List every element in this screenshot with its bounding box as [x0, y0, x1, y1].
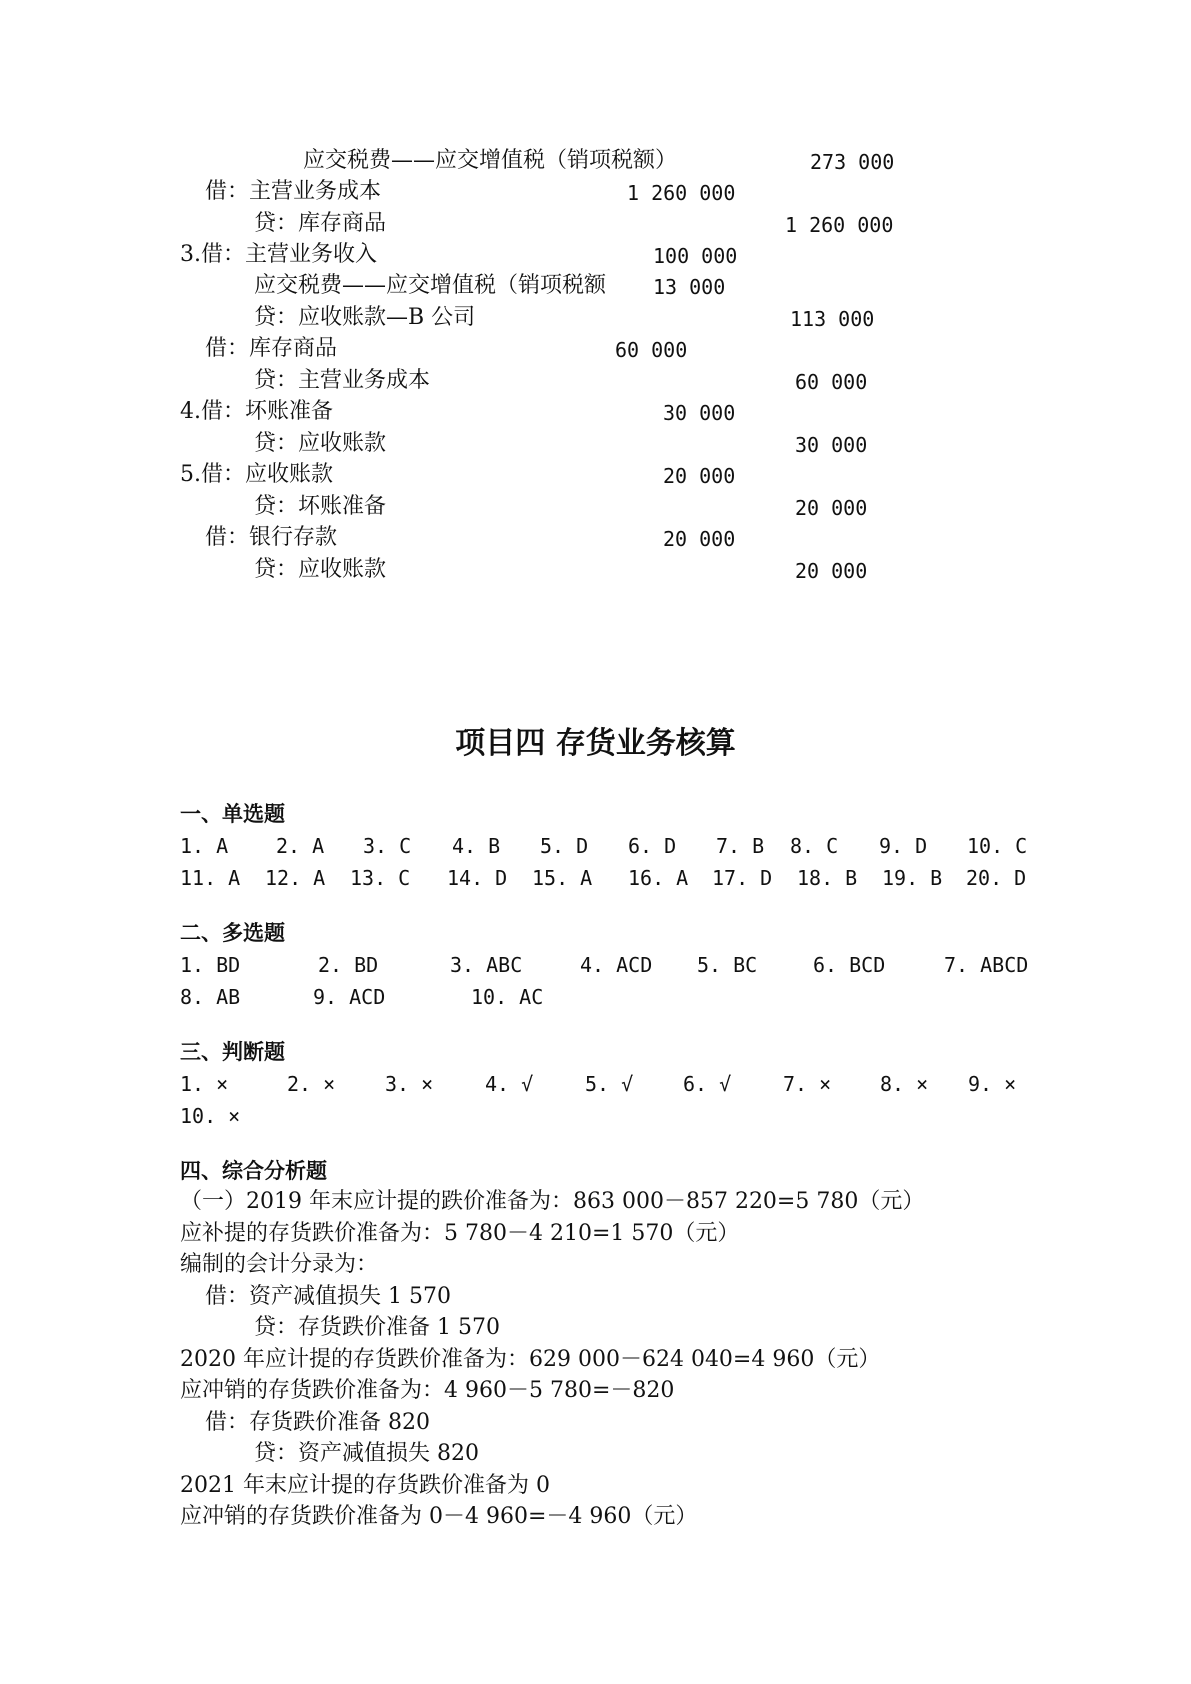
- section-heading-analysis: 四、综合分析题: [180, 1159, 327, 1183]
- answer-item: 13. C: [350, 866, 411, 890]
- journal-amount: 20 000: [795, 496, 868, 520]
- answer-item: 3. ABC: [450, 953, 523, 977]
- answer-item: 6. D: [628, 834, 677, 858]
- analysis-line: 应补提的存货跌价准备为：5 780－4 210=1 570（元）: [180, 1221, 740, 1246]
- answer-item: 3. ×: [385, 1072, 434, 1096]
- section-heading-multi: 二、多选题: [180, 921, 285, 945]
- answer-item: 20. D: [966, 866, 1027, 890]
- journal-amount: 273 000: [810, 150, 895, 174]
- answer-item: 17. D: [712, 866, 773, 890]
- journal-line: 应交税费——应交增值税（销项税额: [254, 273, 607, 298]
- analysis-line: 2021 年末应计提的存货跌价准备为 0: [180, 1473, 550, 1498]
- page-title: 项目四 存货业务核算: [455, 726, 736, 761]
- journal-line: 贷：库存商品: [254, 211, 387, 236]
- journal-amount: 1 260 000: [785, 213, 894, 237]
- journal-line: 贷：坏账准备: [254, 494, 387, 519]
- answer-item: 5. D: [540, 834, 589, 858]
- analysis-line: 借：存货跌价准备 820: [205, 1410, 430, 1435]
- journal-line: 3.借：主营业务收入: [180, 242, 377, 267]
- answer-item: 10. ×: [180, 1104, 241, 1128]
- journal-line: 贷：应收账款: [254, 431, 387, 456]
- journal-line: 应交税费——应交增值税（销项税额）: [303, 148, 678, 173]
- journal-amount: 20 000: [795, 559, 868, 583]
- answer-item: 1. A: [180, 834, 229, 858]
- answer-item: 10. AC: [471, 985, 544, 1009]
- answer-item: 2. BD: [318, 953, 379, 977]
- journal-amount: 20 000: [663, 527, 736, 551]
- answer-item: 9. D: [879, 834, 928, 858]
- journal-amount: 20 000: [663, 464, 736, 488]
- answer-item: 3. C: [363, 834, 412, 858]
- journal-amount: 100 000: [653, 244, 738, 268]
- answer-item: 1. BD: [180, 953, 241, 977]
- journal-line: 借：主营业务成本: [205, 179, 382, 204]
- answer-item: 2. A: [276, 834, 325, 858]
- journal-line: 贷：应收账款—B 公司: [254, 305, 476, 330]
- answer-item: 6. BCD: [813, 953, 886, 977]
- answer-item: 4. ACD: [580, 953, 653, 977]
- answer-item: 18. B: [797, 866, 858, 890]
- answer-item: 1. ×: [180, 1072, 229, 1096]
- answer-item: 7. B: [716, 834, 765, 858]
- analysis-line: 应冲销的存货跌价准备为：4 960－5 780=－820: [180, 1378, 675, 1403]
- analysis-line: 借：资产减值损失 1 570: [205, 1284, 451, 1309]
- analysis-line: 编制的会计分录为：: [180, 1252, 379, 1277]
- analysis-line: 贷：资产减值损失 820: [254, 1441, 479, 1466]
- journal-amount: 113 000: [790, 307, 875, 331]
- journal-line: 借：库存商品: [205, 336, 338, 361]
- answer-item: 14. D: [447, 866, 508, 890]
- journal-line: 借：银行存款: [205, 525, 338, 550]
- analysis-line: （一）2019 年末应计提的跌价准备为：863 000－857 220=5 780（元）: [180, 1189, 925, 1214]
- answer-item: 7. ABCD: [944, 953, 1029, 977]
- section-heading-single: 一、单选题: [180, 802, 285, 826]
- answer-item: 16. A: [628, 866, 689, 890]
- answer-item: 2. ×: [287, 1072, 336, 1096]
- answer-item: 11. A: [180, 866, 241, 890]
- answer-item: 4. B: [452, 834, 501, 858]
- answer-item: 4. √: [485, 1072, 534, 1096]
- answer-item: 5. √: [585, 1072, 634, 1096]
- journal-line: 贷：主营业务成本: [254, 368, 431, 393]
- answer-item: 8. C: [790, 834, 839, 858]
- journal-amount: 30 000: [663, 401, 736, 425]
- section-heading-judge: 三、判断题: [180, 1040, 285, 1064]
- answer-item: 19. B: [882, 866, 943, 890]
- analysis-line: 2020 年应计提的存货跌价准备为：629 000－624 040=4 960（元）: [180, 1347, 881, 1372]
- journal-amount: 60 000: [795, 370, 868, 394]
- journal-amount: 1 260 000: [627, 181, 736, 205]
- answer-item: 8. ×: [880, 1072, 929, 1096]
- answer-item: 8. AB: [180, 985, 241, 1009]
- answer-item: 10. C: [967, 834, 1028, 858]
- analysis-line: 应冲销的存货跌价准备为 0－4 960=－4 960（元）: [180, 1504, 698, 1529]
- journal-amount: 30 000: [795, 433, 868, 457]
- journal-line: 贷：应收账款: [254, 557, 387, 582]
- answer-item: 12. A: [265, 866, 326, 890]
- journal-line: 4.借：坏账准备: [180, 399, 333, 424]
- answer-item: 15. A: [532, 866, 593, 890]
- answer-item: 9. ×: [968, 1072, 1017, 1096]
- answer-item: 7. ×: [783, 1072, 832, 1096]
- journal-line: 5.借：应收账款: [180, 462, 333, 487]
- journal-amount: 13 000: [653, 275, 726, 299]
- answer-item: 5. BC: [697, 953, 758, 977]
- answer-item: 6. √: [683, 1072, 732, 1096]
- journal-amount: 60 000: [615, 338, 688, 362]
- analysis-line: 贷：存货跌价准备 1 570: [254, 1315, 500, 1340]
- answer-item: 9. ACD: [313, 985, 386, 1009]
